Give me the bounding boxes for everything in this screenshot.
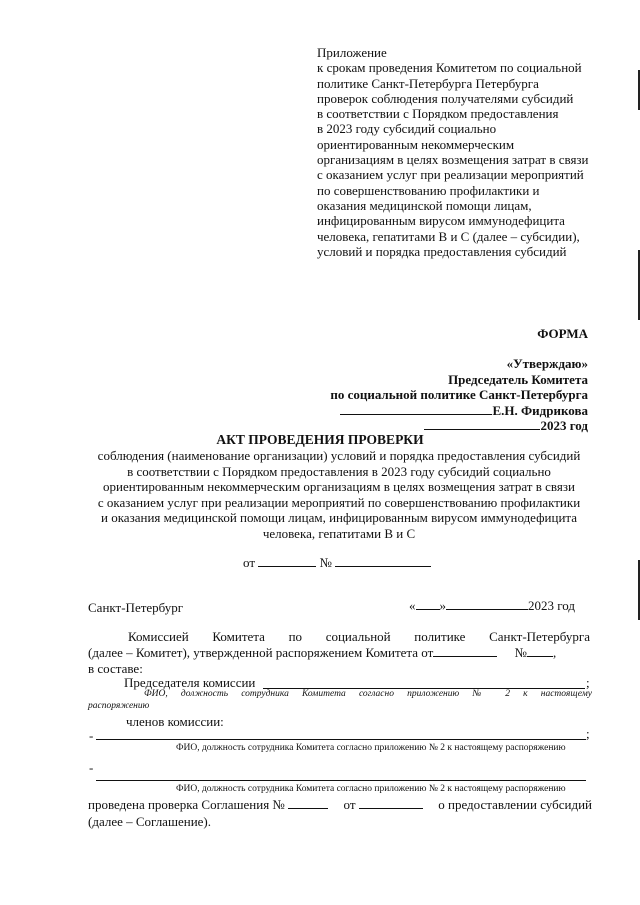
body-text: , (552, 645, 557, 660)
act-subtitle-line: в соответствии с Порядком предоставления в 2023 году субсидий социально (127, 463, 551, 479)
act-subtitle-line: соблюдения (наименование организации) условий и порядка предоставления субсидий (97, 448, 581, 463)
body-word: политике (414, 629, 466, 644)
body-word: Комитета (212, 629, 265, 644)
appendix-line: инфицированным вирусом иммунодефицита (317, 213, 565, 229)
order-number-blank (527, 645, 553, 657)
fio-note-chair-cont: распоряжению (88, 701, 150, 711)
appendix-line: к срокам проведения Комитетом по социальной (317, 60, 582, 76)
approval-block (330, 356, 588, 434)
day-blank (416, 598, 440, 610)
appendix-block (317, 45, 589, 259)
appendix-line: оказания медицинской помощи лицам, (317, 197, 532, 213)
appendix-line: человека, гепатитами В и С (далее – субсидии), (317, 228, 580, 244)
act-number-line (243, 555, 431, 570)
order-number-sign: № (514, 645, 527, 660)
body-line-1 (128, 629, 590, 644)
act-subtitle (0, 448, 640, 542)
approval-committee: по социальной политике Санкт-Петербурга (330, 387, 588, 402)
appendix-line: в 2023 году субсидий социально (317, 121, 497, 137)
member-semicolon: ; (586, 726, 590, 741)
act-subtitle-line: и оказания медицинской помощи лицам, инфицированным вирусом иммунодефицита (100, 510, 578, 526)
appendix-line: в соответствии с Порядком предоставления (317, 106, 559, 122)
appendix-line: по совершенствованию профилактики и (317, 182, 540, 198)
appendix-line: с оказанием услуг при реализации мероприятий (317, 167, 584, 183)
approval-signer: Е.Н. Фидрикова (492, 402, 588, 418)
member-dash: - (89, 760, 94, 775)
agreement-text: о предоставлении субсидий (438, 797, 592, 812)
date-line (409, 598, 575, 613)
appendix-line: политике Санкт-Петербурга Петербурга (317, 75, 539, 91)
member-line (96, 739, 586, 740)
members-label: членов комиссии: (126, 714, 224, 729)
body-line-3: в составе: (88, 661, 143, 676)
chair-label: Председателя комиссии (124, 675, 256, 690)
city-label: Санкт-Петербург (88, 600, 184, 615)
act-subtitle-line: ориентированным некоммерческим организациям в целях возмещения затрат в связи (103, 479, 575, 495)
body-word: Санкт-Петербурга (489, 629, 590, 644)
body-word: по (288, 629, 303, 644)
agreement-text: проведена проверка Соглашения № (88, 797, 285, 812)
date-blank (424, 418, 540, 430)
act-subtitle-line: с оказанием услуг при реализации мероприятий по совершенствованию профилактики (97, 494, 581, 510)
signature-blank (340, 403, 492, 415)
body-line-2 (88, 645, 556, 660)
agreement-part (344, 797, 423, 812)
act-number-blank (335, 555, 431, 567)
agreement-date-blank (359, 797, 423, 809)
fio-note-member: ФИО, должность сотрудника Комитета согласно приложению № 2 к настоящему распоряжению (176, 784, 566, 794)
agreement-number-blank (288, 797, 328, 809)
form-label: ФОРМА (537, 326, 588, 341)
member-dash: - (89, 728, 94, 743)
body-word: социальной (325, 629, 391, 644)
act-subtitle-line: человека, гепатитами В и С (262, 525, 416, 541)
date-year: 2023 год (528, 598, 575, 613)
agreement-line (88, 797, 592, 812)
order-date-blank (433, 645, 497, 657)
member-line (96, 780, 586, 781)
act-date-blank (258, 555, 316, 567)
appendix-line: Приложение (317, 45, 387, 60)
appendix-line: проверок соблюдения получателями субсидий (317, 90, 574, 106)
date-quote-close: » (439, 598, 446, 613)
fio-note-member: ФИО, должность сотрудника Комитета согласно приложению № 2 к настоящему распоряжению (176, 743, 566, 753)
approval-approve: «Утверждаю» (506, 356, 588, 371)
fio-note-chair: ФИО, должность сотрудника Комитета согласно приложению № 2 к настоящему (144, 689, 592, 699)
approval-year: 2023 год (540, 418, 588, 433)
date-quote-open: « (409, 598, 416, 613)
approval-chair: Председатель Комитета (448, 371, 588, 387)
appendix-line: ориентированным некоммерческим (317, 136, 515, 152)
chair-semicolon: ; (586, 675, 590, 690)
agreement-from: от (343, 797, 356, 812)
appendix-line: условий и порядка предоставления субсидий (317, 243, 567, 259)
appendix-line: организациям в целях возмещения затрат в связи (317, 152, 589, 168)
act-number-sign: № (319, 555, 332, 570)
act-title: АКТ ПРОВЕДЕНИЯ ПРОВЕРКИ (216, 432, 424, 447)
month-blank (446, 598, 528, 610)
body-word: Комиссией (128, 629, 189, 644)
agreement-cont: (далее – Соглашение). (88, 814, 211, 829)
body-text: (далее – Комитет), утвержденной распоряжением Комитета от (88, 645, 434, 660)
approval-signature-line (330, 403, 588, 419)
act-from-label: от (243, 555, 256, 570)
agreement-part (88, 797, 328, 812)
